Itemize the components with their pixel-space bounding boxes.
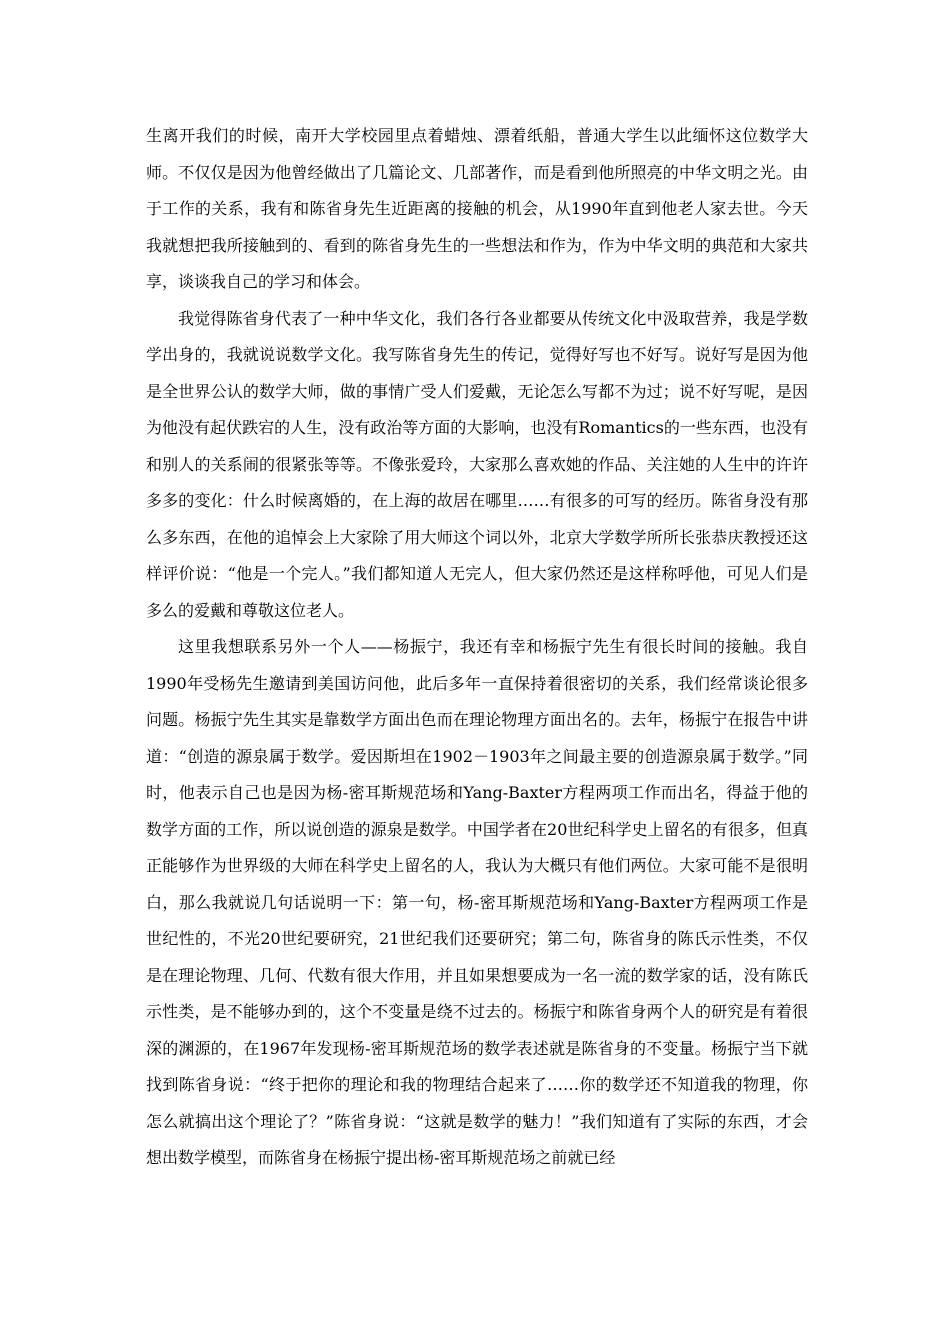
body-text <box>146 118 808 1177</box>
paragraph-1: 生离开我们的时候，南开大学校园里点着蜡烛、漂着纸船，普通大学生以此缅怀这位数学大师。不仅仅是因为他曾经做出了几篇论文、几部著作，而是看到他所照亮的中华文明之光。由于工作的关系，我有和陈省身先生近距离的接触的机会，从1990年直到他老人家去世。今天我就想把我所接触到的、看到的陈省身先生的一些想法和作为，作为中华文明的典范和大家共享，谈谈我自己的学习和体会。 <box>146 126 808 291</box>
paragraph-2: 我觉得陈省身代表了一种中华文化，我们各行各业都要从传统文化中汲取营养，我是学数学出身的，我就说说数学文化。我写陈省身先生的传记，觉得好写也不好写。说好写是因为他是全世界公认的数学大师，做的事情广受人们爱戴，无论怎么写都不为过；说不好写呢，是因为他没有起伏跌宕的人生，没有政治等方面的大影响，也没有Romantics的一些东西，也没有和别人的关系闹的很紧张等等。不像张爱玲，大家那么喜欢她的作品、关注她的人生中的许许多多的变化：什么时候离婚的，在上海的故居在哪里……有很多的可写的经历。陈省身没有那么多东西，在他的追悼会上大家除了用大师这个词以外，北京大学数学所所长张恭庆教授还这样评价说：“他是一个完人。”我们都知道人无完人，但大家仍然还是这样称呼他，可见人们是多么的爱戴和尊敬这位老人。 <box>146 308 808 620</box>
paragraph-3: 这里我想联系另外一个人——杨振宁，我还有幸和杨振宁先生有很长时间的接触。我自1990年受杨先生邀请到美国访问他，此后多年一直保持着很密切的关系，我们经常谈论很多问题。杨振宁先生其实是靠数学方面出色而在理论物理方面出名的。去年，杨振宁在报告中讲道：“创造的源泉属于数学。爱因斯坦在1902－1903年之间最主要的创造源泉属于数学。”同时，他表示自己也是因为杨-密耳斯规范场和Yang-Baxter方程两项工作而出名，得益于他的数学方面的工作，所以说创造的源泉是数学。中国学者在20世纪科学史上留名的有很多，但真正能够作为世界级的大师在科学史上留名的人，我认为大概只有他们两位。大家可能不是很明白，那么我就说几句话说明一下：第一句，杨-密耳斯规范场和Yang-Baxter方程两项工作是世纪性的，不光20世纪要研究，21世纪我们还要研究；第二句，陈省身的陈氏示性类，不仅是在理论物理、几何、代数有很大作用，并且如果想要成为一名一流的数学家的话，没有陈氏示性类，是不能够办到的，这个不变量是绕不过去的。杨振宁和陈省身两个人的研究是有着很深的渊源的，在1967年发现杨-密耳斯规范场的数学表述就是陈省身的不变量。杨振宁当下就找到陈省身说：“终于把你的理论和我的物理结合起来了……你的数学还不知道我的物理，你怎么就搞出这个理论了？”陈省身说：“这就是数学的魅力！”我们知道有了实际的东西，才会想出数学模型，而陈省身在杨振宁提出杨-密耳斯规范场之前就已经 <box>146 637 808 1167</box>
